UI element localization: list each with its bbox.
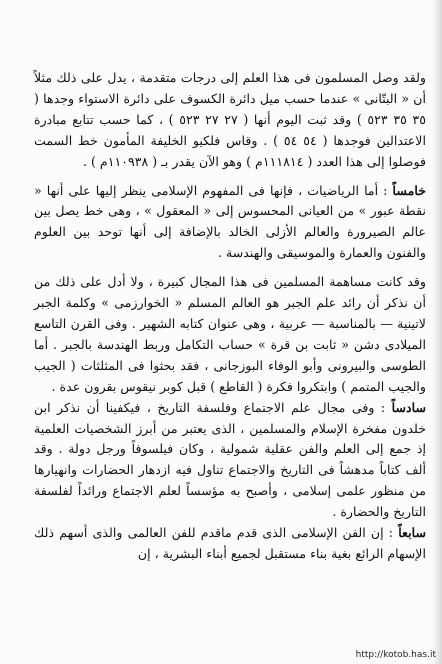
footer-source-link[interactable]: http://kotob.has.it bbox=[355, 650, 436, 660]
paragraph-text: ولقد وصل المسلمون فى هذا العلم إلى درجات متقدمة ، يدل على ذلك مثلاً أن « البتّانى » عندما حسب ميل دائرة الكسوف على دائرة الاستواء وجدها ( ٣٥ ٣٥ ٥٢٣ ) وقد ثبت اليوم أنها ( ٢٧ ٢٧ ٥٢٣ ) ، كما حسب تتابع مبادرة الاعتدالين فوجدها ( ٥٤ ٥٤ ) . وقاس فلكيو الخليفة المأمون خط السمت فوصلوا إلى هذا العدد ( ١١١٨١٤م ) وهو الآن يقدر بـ ( ١١٠٩٣٨م ) . bbox=[34, 70, 426, 169]
paragraph-astronomy bbox=[34, 68, 426, 173]
paragraph-text: : أما الرياضيات ، فإنها فى المفهوم الإسلامى ينظر إليها على أنها « نقطة عبور » من العيانى المحسوس إلى « المعقول » ، وهى خط يصل بين عالم الصيرورة والعالم الأزلى الخالد بالإضافة إلى أنها توحد بين العلوم والفنون والعمارة والموسيقى والهندسة . bbox=[34, 182, 426, 261]
paragraph-algebra bbox=[34, 272, 426, 397]
paragraph-seventh-art bbox=[34, 523, 426, 565]
page-body-text bbox=[34, 68, 426, 565]
paragraph-text: : إن الفن الإسلامى الذى قدم ماقدم للفن العالمى والذى أسهم ذلك الإسهام الرائع بغية بناء مستقبل لجميع أبناء البشرية ، إن bbox=[34, 525, 426, 561]
page-gutter-shadow bbox=[432, 0, 442, 664]
paragraph-lead-seventh: سابعاً bbox=[398, 525, 426, 541]
paragraph-lead-sixth: سادساً bbox=[391, 399, 426, 415]
paragraph-fifth-mathematics bbox=[34, 181, 426, 265]
paragraph-text: وقد كانت مساهمة المسلمين فى هذا المجال كبيرة ، ولا أدل على ذلك من أن نذكر أن رائد علم الجبر هو العالم المسلم « الخوارزمى » وكلمة الجبر لاتينية — بالمناسبة — عربية ، وهى عنوان كتابه الشهير . وفى القرن التاسع الميلادى دشن « ثابت بن قرة » حساب التكامل وربط الهندسة بالجبر . أما الطوسى والبيرونى وأبو الوفاء البوزجانى ، فقد بحثوا فى المثلثات ( الجيب والجيب المتمم ) وابتكروا فكرة ( القاطع ) قبل كوبر نيقوس بقرون عدة . bbox=[34, 274, 426, 394]
paragraph-sixth-sociology bbox=[34, 398, 426, 523]
paragraph-text: : وفى مجال علم الاجتماع وفلسفة التاريخ ، فيكفينا أن نذكر ابن خلدون مفخرة الإسلام والمسلمين ، الذى يعتبر من أبرز الشخصيات العلمية إذ جمع إلى العلم والفن عقلية شمولية ، وكان فيلسوفاً ورجل دولة . وقد ألف كتاباً مدهشاً فى التاريخ والاجتماع تناول فيه ازدهار الحضارات وانهيارها من منظور علمى إسلامى ، وأصبح به مؤسساً لعلم الاجتماع ورائداً لفلسفة التاريخ والحضارة . bbox=[34, 399, 426, 520]
paragraph-lead-fifth: خامساً bbox=[392, 182, 426, 198]
